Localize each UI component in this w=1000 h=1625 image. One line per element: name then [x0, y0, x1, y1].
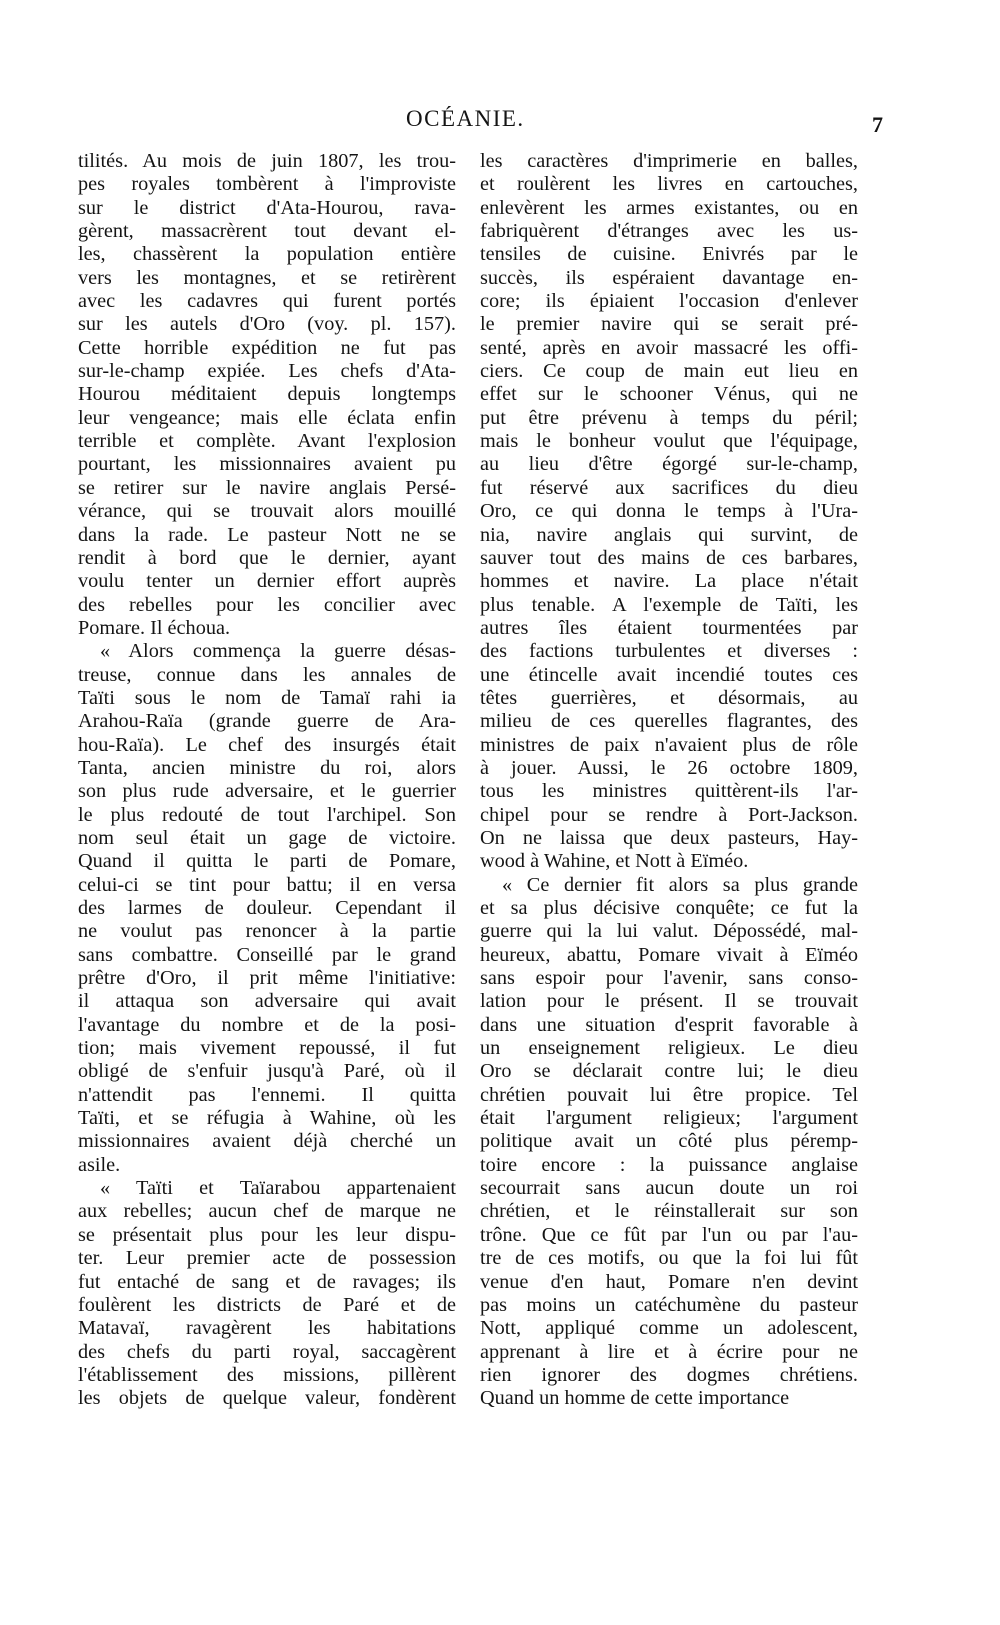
text-line: un enseignement religieux. Le dieu — [480, 1037, 858, 1060]
text-line: voulu tenter un dernier effort auprès — [78, 570, 456, 593]
text-line: hommes et navire. La place n'était — [480, 570, 858, 593]
text-line: aux rebelles; aucun chef de marque ne — [78, 1200, 456, 1223]
text-line: se présentait plus pour les leur dispu- — [78, 1223, 456, 1246]
text-line: dans la rade. Le pasteur Nott ne se — [78, 523, 456, 546]
text-line: à jouer. Aussi, le 26 octobre 1809, — [480, 756, 858, 779]
text-line: missionnaires avaient déjà cherché un — [78, 1130, 456, 1153]
text-line: core; ils épiaient l'occasion d'enlever — [480, 290, 858, 313]
text-line: asile. — [78, 1153, 121, 1176]
text-line: ministres de paix n'avaient plus de rôle — [480, 733, 858, 756]
text-line: terrible et complète. Avant l'explosion — [78, 430, 456, 453]
text-line: ter. Leur premier acte de possession — [78, 1247, 456, 1270]
text-line: Hourou méditaient depuis longtemps — [78, 383, 456, 406]
text-line: foulèrent les districts de Paré et de — [78, 1293, 456, 1316]
text-line: tion; mais vivement repoussé, il fut — [78, 1037, 456, 1060]
text-line: chrétien pouvait lui être propice. Tel — [480, 1083, 858, 1106]
text-line: des larmes de douleur. Cependant il — [78, 897, 456, 919]
text-line: chrétien, et le réinstallerait sur son — [480, 1200, 858, 1223]
text-line: tensiles de cuisine. Enivrés par le — [480, 243, 858, 266]
text-line: pas moins un catéchumène du pasteur — [480, 1293, 858, 1316]
text-line: ciers. Ce coup de main eut lieu en — [480, 360, 858, 383]
right-column — [480, 150, 858, 1411]
text-line: tous les ministres quittèrent-ils l'ar- — [480, 780, 858, 803]
text-line: Quand un homme de cette importance — [480, 1387, 790, 1410]
text-line: fabriquèrent d'étranges avec les us- — [480, 220, 858, 243]
text-line: dans une situation d'esprit favorable à — [480, 1013, 858, 1036]
text-line: rien ignorer des dogmes chrétiens. — [480, 1363, 858, 1386]
text-line: « Taïti et Taïarabou appartenaient — [100, 1177, 456, 1200]
text-line: effet sur le schooner Vénus, qui ne — [480, 383, 858, 406]
text-line: sur-le-champ expiée. Les chefs d'Ata- — [78, 360, 456, 383]
text-line: enlevèrent les armes existantes, ou en — [480, 196, 858, 219]
text-line: trône. Que ce fût par l'un ou par l'au- — [480, 1223, 858, 1246]
text-line: tre de ces motifs, ou que la foi lui fût — [480, 1247, 858, 1270]
text-line: nom seul était un gage de victoire. — [78, 826, 456, 849]
text-line: vers les montagnes, et se retirèrent — [78, 266, 456, 289]
text-line: des chefs du parti royal, saccagèrent — [78, 1340, 456, 1363]
text-line: des rebelles pour les concilier avec — [78, 593, 456, 616]
text-line: hou-Raïa). Le chef des insurgés était — [78, 733, 456, 756]
text-line: et roulèrent les livres en cartouches, — [480, 173, 858, 196]
text-line: secourrait sans aucun doute un roi — [480, 1177, 858, 1200]
text-line: sauver tout des mains de ces barbares, — [480, 546, 858, 569]
text-line: « Alors commença la guerre désas- — [100, 640, 456, 663]
text-line: tilités. Au mois de juin 1807, les trou- — [78, 150, 456, 172]
text-line: Quand il quitta le parti de Pomare, — [78, 850, 456, 873]
text-line: se retirer sur le navire anglais Persé- — [78, 476, 456, 499]
text-line: toire encore : la puissance anglaise — [480, 1153, 858, 1176]
text-line: gèrent, massacrèrent tout devant el- — [78, 220, 456, 243]
text-line: une étincelle avait incendié toutes ces — [480, 663, 858, 686]
text-line: Matavaï, ravagèrent les habitations — [78, 1317, 456, 1340]
text-line: Taïti, et se réfugia à Wahine, où les — [78, 1107, 456, 1130]
text-line: mais le bonheur voulut que l'équipage, — [480, 430, 858, 453]
text-line: chipel pour se rendre à Port-Jackson. — [480, 803, 858, 826]
text-line: vérance, qui se trouvait alors mouillé — [78, 500, 456, 523]
text-line: les, chassèrent la population entière — [78, 243, 456, 266]
text-line: treuse, connue dans les annales de — [78, 663, 456, 686]
left-column — [78, 150, 456, 1411]
page-number: 7 — [872, 112, 883, 137]
text-line: sans espoir pour l'avenir, sans conso- — [480, 967, 858, 990]
text-line: prêtre d'Oro, il prit même l'initiative: — [78, 967, 456, 990]
text-line: guerre qui la lui valut. Dépossédé, mal- — [480, 920, 858, 943]
text-line: Cette horrible expédition ne fut pas — [78, 336, 456, 359]
text-line: senté, après en avoir massacré les offi- — [480, 336, 858, 359]
text-line: Pomare. Il échoua. — [78, 616, 231, 639]
text-line: des factions turbulentes et diverses : — [480, 640, 858, 663]
text-line: Oro se déclarait contre lui; le dieu — [480, 1060, 858, 1083]
running-header-title: OCÉANIE. — [406, 106, 525, 131]
text-line: était l'argument religieux; l'argument — [480, 1107, 858, 1130]
text-line: milieu de ces querelles flagrantes, des — [480, 710, 858, 733]
text-line: l'avantage du nombre et de la posi- — [78, 1013, 456, 1036]
text-line: au lieu d'être égorgé sur-le-champ, — [480, 453, 858, 476]
text-line: Tanta, ancien ministre du roi, alors — [78, 756, 456, 779]
text-line: sans combattre. Conseillé par le grand — [78, 943, 456, 966]
text-line: sur le district d'Ata-Hourou, rava- — [78, 196, 456, 219]
text-line: wood à Wahine, et Nott à Eïméo. — [480, 850, 749, 873]
text-line: autres îles étaient tourmentées par — [480, 616, 858, 639]
text-line: le plus redouté de tout l'archipel. Son — [78, 803, 456, 826]
text-line: leur vengeance; mais elle éclata enfin — [78, 406, 456, 429]
text-line: le premier navire qui se serait pré- — [480, 313, 858, 336]
text-line: obligé de s'enfuir jusqu'à Paré, où il — [78, 1060, 456, 1083]
text-line: Nott, appliqué comme un adolescent, — [480, 1317, 858, 1340]
text-line: On ne laissa que deux pasteurs, Hay- — [480, 826, 858, 849]
text-line: les objets de quelque valeur, fondèrent — [78, 1387, 456, 1410]
text-line: pes royales tombèrent à l'improviste — [78, 173, 456, 196]
text-line: « Ce dernier fit alors sa plus grande — [502, 873, 858, 896]
text-line: venue d'en haut, Pomare n'en devint — [480, 1270, 858, 1293]
text-line: les caractères d'imprimerie en balles, — [480, 150, 858, 172]
text-line: Oro, ce qui donna le temps à l'Ura- — [480, 500, 858, 523]
text-line: et sa plus décisive conquête; ce fut la — [480, 897, 858, 919]
text-line: pourtant, les missionnaires avaient pu — [78, 453, 456, 476]
text-line: heureux, abattu, Pomare vivait à Eïméo — [480, 943, 858, 966]
text-line: fut entaché de sang et de ravages; ils — [78, 1270, 456, 1293]
text-line: fut réservé aux sacrifices du dieu — [480, 476, 858, 499]
text-line: Taïti sous le nom de Tamaï rahi ia — [78, 686, 456, 709]
text-line: sur les autels d'Oro (voy. pl. 157). — [78, 313, 456, 336]
text-line: têtes guerrières, et désormais, au — [480, 686, 858, 709]
text-line: l'établissement des missions, pillèrent — [78, 1363, 456, 1386]
text-line: avec les cadavres qui furent portés — [78, 290, 456, 313]
text-line: il attaqua son adversaire qui avait — [78, 990, 456, 1013]
text-line: politique avait un côté plus péremp- — [480, 1130, 858, 1153]
text-line: son plus rude adversaire, et le guerrier — [78, 780, 456, 803]
text-line: rendit à bord que le dernier, ayant — [78, 546, 456, 569]
text-line: apprenant à lire et à écrire pour ne — [480, 1340, 858, 1363]
text-line: celui-ci se tint pour battu; il en versa — [78, 873, 456, 896]
text-line: n'attendit pas l'ennemi. Il quitta — [78, 1083, 456, 1106]
text-line: nia, navire anglais qui survint, de — [480, 523, 858, 546]
text-line: Arahou-Raïa (grande guerre de Ara- — [78, 710, 456, 733]
text-line: put être prévenu à temps du péril; — [480, 406, 858, 429]
text-line: plus tenable. A l'exemple de Taïti, les — [480, 593, 858, 616]
text-line: ne voulut pas renoncer à la partie — [78, 920, 456, 943]
text-line: lation pour le présent. Il se trouvait — [480, 990, 858, 1013]
text-line: succès, ils espéraient davantage en- — [480, 266, 858, 289]
